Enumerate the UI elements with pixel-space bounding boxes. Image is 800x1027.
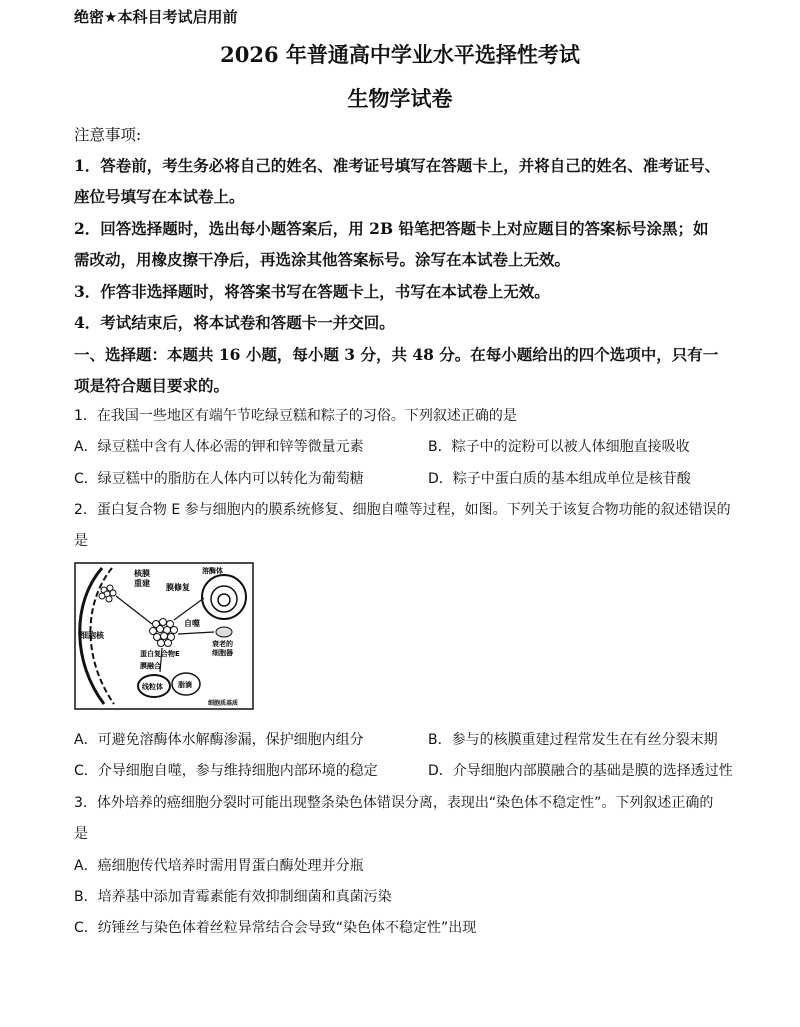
question-1-stem: 1．在我国一些地区有端午节吃绿豆糕和粽子的习俗。下列叙述正确的是 (74, 408, 517, 424)
question-3-stem-line-1: 3．体外培养的癌细胞分裂时可能出现整条染色体错误分离，表现出“染色体不稳定性”。下列叙述正确的 (74, 795, 714, 811)
lysosome-structure (202, 575, 246, 619)
fig-label-envelope-2: 重建 (134, 579, 150, 588)
fig-label-lysosome: 溶酶体 (202, 567, 223, 575)
fig-label-fusion: 膜融合 (140, 662, 161, 670)
question-1-option-d: D．粽子中蛋白质的基本组成单位是核苷酸 (428, 471, 691, 487)
note-item-1-line-2: 座位号填写在本试卷上。 (74, 187, 245, 206)
question-2-option-d: D．介导细胞内部膜融合的基础是膜的选择透过性 (428, 763, 733, 779)
damaged-organelle (216, 627, 232, 637)
section-1-line-1: 一、选择题：本题共 16 小题，每小题 3 分，共 48 分。在每小题给出的四个选项中，只有一 (74, 345, 719, 364)
question-3-option-c: C．纺锤丝与染色体着丝粒异常结合会导致“染色体不稳定性”出现 (74, 920, 477, 936)
question-3-option-b: B．培养基中添加青霉素能有效抑制细菌和真菌污染 (74, 889, 392, 905)
fig-label-mitochondrion: 线粒体 (142, 683, 163, 691)
fig-label-lipid-droplet: 脂滴 (178, 681, 192, 689)
fig-label-autophagy: 自噬 (184, 619, 200, 628)
note-item-3: 3．作答非选择题时，将答案书写在答题卡上，书写在本试卷上无效。 (74, 282, 550, 301)
fig-label-membrane-repair: 膜修复 (166, 583, 190, 592)
notes-heading: 注意事项: (74, 126, 142, 144)
protein-complex-figure (74, 562, 254, 710)
question-1-option-a: A．绿豆糕中含有人体必需的钾和锌等微量元素 (74, 439, 364, 455)
question-2-option-a: A．可避免溶酶体水解酶渗漏，保护细胞内组分 (74, 732, 364, 748)
note-item-1-line-1: 1．答卷前，考生务必将自己的姓名、准考证号填写在答题卡上，并将自己的姓名、准考证号、 (74, 156, 721, 175)
fig-label-nucleus: 细胞核 (80, 631, 104, 640)
note-item-2-line-1: 2．回答选择题时，选出每小题答案后，用 2B 铅笔把答题卡上对应题目的答案标号涂黑；如 (74, 219, 709, 238)
note-item-2-line-2: 需改动，用橡皮擦干净后，再选涂其他答案标号。涂写在本试卷上无效。 (74, 250, 571, 269)
question-2-option-c: C．介导细胞自噬，参与维持细胞内部环境的稳定 (74, 763, 378, 779)
question-1-option-c: C．绿豆糕中的脂肪在人体内可以转化为葡萄糖 (74, 471, 364, 487)
fig-label-damaged-2: 细胞器 (212, 649, 233, 657)
exam-title: 2026 年普通高中学业水平选择性考试 (220, 42, 580, 67)
question-2-stem-line-1: 2．蛋白复合物 E 参与细胞内的膜系统修复、细胞自噬等过程，如图。下列关于该复合物功能的叙述错误的 (74, 502, 731, 518)
question-2-option-b: B．参与的核膜重建过程常发生在有丝分裂末期 (428, 732, 718, 748)
question-2-stem-line-2: 是 (74, 533, 88, 549)
section-1-line-2: 项是符合题目要求的。 (74, 376, 230, 395)
fig-label-membrane: 细胞质基质 (208, 700, 239, 707)
question-1-option-b: B．粽子中的淀粉可以被人体细胞直接吸收 (428, 439, 690, 455)
exam-subtitle: 生物学试卷 (347, 86, 453, 111)
note-item-4: 4．考试结束后，将本试卷和答题卡一并交回。 (74, 313, 395, 332)
question-3-stem-line-2: 是 (74, 826, 88, 842)
question-3-option-a: A．癌细胞传代培养时需用胃蛋白酶处理并分瓶 (74, 858, 364, 874)
fig-label-complex: 蛋白复合物E (140, 650, 180, 658)
fig-label-damaged-1: 衰老的 (212, 640, 233, 648)
fig-label-envelope-1: 核膜 (134, 569, 150, 578)
confidential-label: 绝密★本科目考试启用前 (74, 8, 238, 26)
